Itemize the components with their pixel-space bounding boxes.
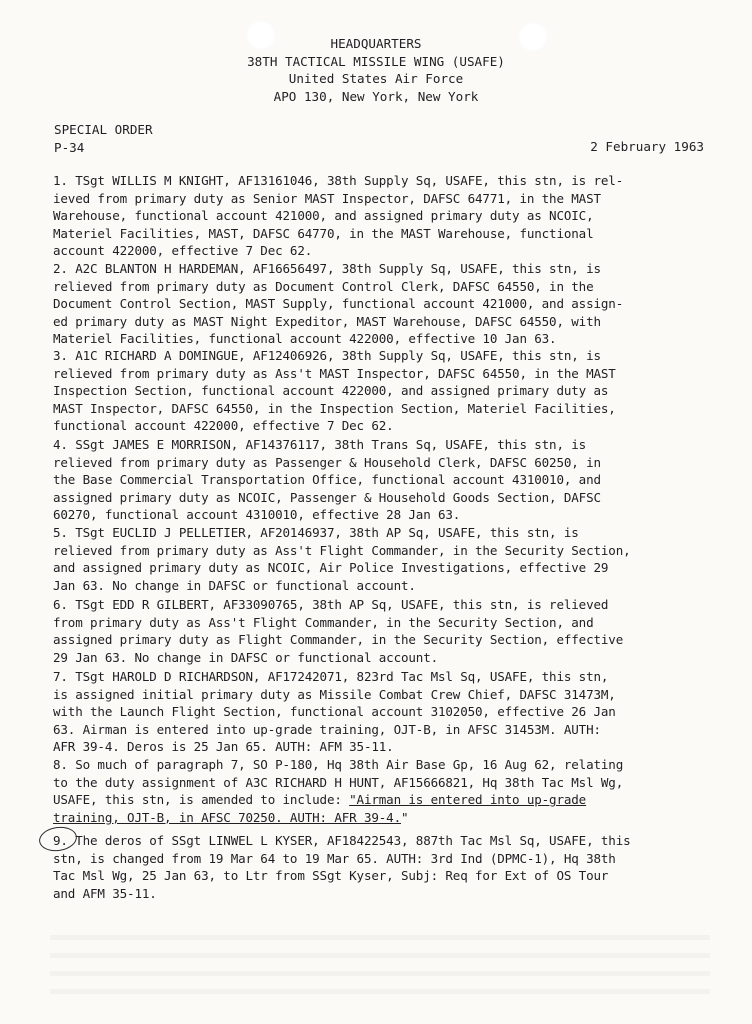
paragraph-line: Jan 63. No change in DAFSC or functional account. — [53, 577, 416, 593]
paragraph-line: 63. Airman is entered into up-grade training, OJT-B, in AFSC 31453M. AUTH: — [53, 721, 601, 737]
paragraph-line: 2. A2C BLANTON H HARDEMAN, AF16656497, 38th Supply Sq, USAFE, this stn, is — [53, 261, 601, 276]
paragraph-line: 60270, functional account 4310010, effective 28 Jan 63. — [53, 507, 461, 523]
paragraph-line: ieved from primary duty as Senior MAST Inspector, DAFSC 64771, in the MAST — [53, 190, 601, 206]
paragraph-line: 1. TSgt WILLIS M KNIGHT, AF13161046, 38th Supply Sq, USAFE, this stn, is rel- — [53, 173, 624, 188]
paragraph-line: Tac Msl Wg, 25 Jan 63, to Ltr from SSgt Kyser, Subj: Req for Ext of OS Tour — [53, 868, 609, 884]
order-number: P-34 — [54, 140, 85, 155]
paragraph-line: stn, is changed from 19 Mar 64 to 19 Mar 65. AUTH: 3rd Ind (DPMC-1), Hq 38th — [53, 850, 616, 866]
paragraph-line: Warehouse, functional account 421000, and assigned primary duty as NCOIC, — [53, 208, 594, 224]
paragraph-9 — [53, 832, 713, 902]
order-heading — [54, 121, 153, 157]
paragraph-line: relieved from primary duty as Ass't Flight Commander, in the Security Section, — [53, 542, 631, 558]
show-through-shadow — [50, 935, 710, 995]
paragraph-line: with the Launch Flight Section, functional account 3102050, effective 26 Jan — [53, 704, 616, 720]
paragraph-1 — [53, 172, 713, 260]
paragraph-line: functional account 422000, effective 7 Dec 62. — [53, 418, 394, 434]
paragraph-line: the Base Commercial Transportation Office, functional account 4310010, and — [53, 472, 601, 488]
paragraph-line: and assigned primary duty as NCOIC, Air Police Investigations, effective 29 — [53, 560, 609, 576]
closing-quote: " — [400, 809, 409, 825]
paragraph-line: assigned primary duty as Flight Commander, in the Security Section, effective — [53, 632, 624, 648]
paragraph-line: Document Control Section, MAST Supply, functional account 421000, and assign- — [53, 296, 624, 312]
paragraph-line: Materiel Facilities, MAST, DAFSC 64770, in the MAST Warehouse, functional — [53, 225, 594, 241]
paragraph-line: 9. The deros of SSgt LINWEL L KYSER, AF18422543, 887th Tac Msl Sq, USAFE, this — [53, 833, 631, 848]
paragraph-2 — [53, 260, 713, 348]
paragraph-line: Materiel Facilities, functional account 422000, effective 10 Jan 63. — [53, 331, 557, 347]
paragraph-line: account 422000, effective 7 Dec 62. — [53, 243, 313, 259]
paragraph-7 — [53, 668, 713, 756]
paragraph-line: 4. SSgt JAMES E MORRISON, AF14376117, 38th Trans Sq, USAFE, this stn, is — [53, 437, 587, 452]
paragraph-line: to the duty assignment of A3C RICHARD H HUNT, AF15666821, Hq 38th Tac Msl Wg, — [53, 774, 624, 790]
order-title: SPECIAL ORDER — [54, 122, 153, 137]
letterhead — [0, 35, 752, 105]
paragraph-line: relieved from primary duty as Document Control Clerk, DAFSC 64550, in the — [53, 278, 594, 294]
paragraph-line: 6. TSgt EDD R GILBERT, AF33090765, 38th AP Sq, USAFE, this stn, is relieved — [53, 597, 609, 612]
paragraph-line: is assigned initial primary duty as Missile Combat Crew Chief, DAFSC 31473M, — [53, 686, 616, 702]
amendment-quote-start: "Airman is entered into up-grade — [349, 792, 587, 808]
paragraph-line — [53, 809, 713, 827]
paragraph-line-text: USAFE, this stn, is amended to include: — [53, 792, 350, 808]
paragraph-line: MAST Inspector, DAFSC 64550, in the Inspection Section, Materiel Facilities, — [53, 400, 616, 416]
paragraph-line: AFR 39-4. Deros is 25 Jan 65. AUTH: AFM 35-11. — [53, 739, 394, 755]
paragraph-line: from primary duty as Ass't Flight Commander, in the Security Section, and — [53, 614, 594, 630]
letterhead-line-3: United States Air Force — [288, 71, 464, 86]
amendment-quote-end: training, OJT-B, in AFSC 70250. AUTH: AFR 39-4. — [53, 809, 401, 825]
paragraph-line: ed primary duty as MAST Night Expeditor, MAST Warehouse, DAFSC 64550, with — [53, 313, 601, 329]
paragraph-line: 8. So much of paragraph 7, SO P-180, Hq 38th Air Base Gp, 16 Aug 62, relating — [53, 757, 624, 772]
paragraph-5 — [53, 524, 713, 594]
paragraph-line: 5. TSgt EUCLID J PELLETIER, AF20146937, 38th AP Sq, USAFE, this stn, is — [53, 525, 579, 540]
paragraph-line: and AFM 35-11. — [53, 885, 157, 901]
paragraph-line: 7. TSgt HAROLD D RICHARDSON, AF17242071, 823rd Tac Msl Sq, USAFE, this stn, — [53, 669, 609, 684]
paragraph-line: relieved from primary duty as Ass't MAST Inspector, DAFSC 64550, in the MAST — [53, 365, 616, 381]
paragraph-line: relieved from primary duty as Passenger & Household Clerk, DAFSC 60250, in — [53, 454, 601, 470]
letterhead-line-1: HEADQUARTERS — [330, 36, 422, 51]
order-date: 2 February 1963 — [590, 139, 704, 154]
paragraph-line: Inspection Section, functional account 422000, and assigned primary duty as — [53, 383, 609, 399]
paragraph-3 — [53, 347, 713, 435]
paragraph-line: 3. A1C RICHARD A DOMINGUE, AF12406926, 38th Supply Sq, USAFE, this stn, is — [53, 348, 601, 363]
letterhead-line-2: 38TH TACTICAL MISSILE WING (USAFE) — [247, 53, 505, 69]
paragraph-line — [53, 791, 713, 809]
paragraph-4 — [53, 436, 713, 524]
paragraph-line: assigned primary duty as NCOIC, Passenger & Household Goods Section, DAFSC — [53, 489, 601, 505]
paragraph-line: 29 Jan 63. No change in DAFSC or functional account. — [53, 649, 439, 665]
paragraph-6 — [53, 596, 713, 666]
paragraph-8 — [53, 756, 713, 826]
letterhead-line-4: APO 130, New York, New York — [273, 88, 479, 104]
